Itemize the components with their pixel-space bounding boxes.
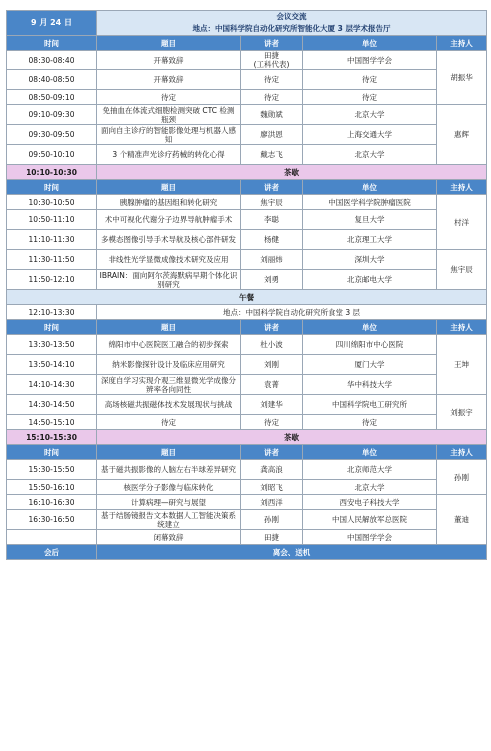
column-header-host: 主持人 <box>437 320 487 335</box>
topic-cell: 绵阳市中心医院医工融合的初步探索 <box>97 335 241 355</box>
host-cell: 惠辉 <box>437 105 487 165</box>
topic-cell: 待定 <box>97 415 241 430</box>
break-label: 茶歇 <box>97 165 487 180</box>
time-cell: 11:30-11:50 <box>7 250 97 270</box>
column-header-speaker: 讲者 <box>241 180 303 195</box>
topic-cell: 核医学分子影像与临床转化 <box>97 480 241 495</box>
table-row <box>7 395 487 415</box>
time-cell: 15:30-15:50 <box>7 460 97 480</box>
table-row <box>7 210 487 230</box>
topic-cell: 开幕致辞 <box>97 70 241 90</box>
footer-right: 离会、送机 <box>97 545 487 560</box>
time-cell: 16:10-16:30 <box>7 495 97 510</box>
unit-cell: 北京理工大学 <box>303 230 437 250</box>
speaker-cell: 袁菁 <box>241 375 303 395</box>
topic-cell: IBRAIN：面向阿尔茨海默病早期个体化识别研究 <box>97 270 241 290</box>
unit-cell: 华中科技大学 <box>303 375 437 395</box>
topic-cell: 纳米影像探针设计及临床应用研究 <box>97 355 241 375</box>
column-header-unit: 单位 <box>303 320 437 335</box>
table-row <box>7 230 487 250</box>
host-cell: 村洋 <box>437 195 487 250</box>
table-row <box>7 335 487 355</box>
time-cell: 15:50-16:10 <box>7 480 97 495</box>
time-cell: 08:40-08:50 <box>7 70 97 90</box>
unit-cell: 复旦大学 <box>303 210 437 230</box>
column-header-topic: 题目 <box>97 320 241 335</box>
topic-cell: 基于结肠镜报告文本数据人工智能决策系统建立 <box>97 510 241 530</box>
table-row <box>7 355 487 375</box>
topic-cell: 胰腺肿瘤的基因组和转化研究 <box>97 195 241 210</box>
column-header-host: 主持人 <box>437 445 487 460</box>
column-header-topic: 题目 <box>97 180 241 195</box>
column-header-row <box>7 320 487 335</box>
time-cell: 13:30-13:50 <box>7 335 97 355</box>
speaker-cell: 廖洪恩 <box>241 125 303 145</box>
unit-cell: 中国人民解放军总医院 <box>303 510 437 530</box>
speaker-cell: 杨健 <box>241 230 303 250</box>
topic-cell: 待定 <box>97 90 241 105</box>
conference-title-block <box>97 11 487 36</box>
time-cell: 13:50-14:10 <box>7 355 97 375</box>
speaker-cell: 刘建华 <box>241 395 303 415</box>
host-cell: 王坤 <box>437 335 487 395</box>
break-time: 15:10-15:30 <box>7 430 97 445</box>
topic-cell: 术中可视化代谢分子边界导航肿瘤手术 <box>97 210 241 230</box>
topic-cell: 深度自学习实现介观三维显微光学成像分辨率各向同性 <box>97 375 241 395</box>
speaker-cell: 孙刚 <box>241 510 303 530</box>
table-row <box>7 460 487 480</box>
topic-cell: 闭幕致辞 <box>97 530 241 545</box>
column-header-time: 时间 <box>7 180 97 195</box>
speaker-cell: 待定 <box>241 415 303 430</box>
column-header-unit: 单位 <box>303 36 437 51</box>
unit-cell: 待定 <box>303 415 437 430</box>
speaker-cell: 待定 <box>241 70 303 90</box>
lunch-location: 地点：中国科学院自动化研究所食堂 3 层 <box>97 305 487 320</box>
speaker-cell: 刘昭飞 <box>241 480 303 495</box>
time-cell: 11:50-12:10 <box>7 270 97 290</box>
topic-cell: 计算病理—研究与展望 <box>97 495 241 510</box>
unit-cell: 中国图学学会 <box>303 530 437 545</box>
column-header-topic: 题目 <box>97 445 241 460</box>
table-row <box>7 270 487 290</box>
unit-cell: 北京师范大学 <box>303 460 437 480</box>
speaker-cell: 刘西洋 <box>241 495 303 510</box>
unit-cell: 中国图学学会 <box>303 51 437 70</box>
host-cell: 胡振华 <box>437 51 487 105</box>
column-header-speaker: 讲者 <box>241 445 303 460</box>
topic-cell: 面向自主诊疗的智能影像处理与机器人感知 <box>97 125 241 145</box>
break-label: 茶歇 <box>97 430 487 445</box>
topic-cell: 基于磁共振影像的人脑左右半球差异研究 <box>97 460 241 480</box>
speaker-cell: 刘勇 <box>241 270 303 290</box>
lunch-label: 午餐 <box>7 290 487 305</box>
table-row <box>7 510 487 530</box>
lunch-location-row <box>7 305 487 320</box>
column-header-row <box>7 36 487 51</box>
speaker-cell: 李聪 <box>241 210 303 230</box>
column-header-time: 时间 <box>7 445 97 460</box>
conference-date: 9 月 24 日 <box>7 11 97 36</box>
footer-left: 会后 <box>7 545 97 560</box>
topic-cell: 3 个精准声光诊疗药械的转化心得 <box>97 145 241 165</box>
column-header-unit: 单位 <box>303 180 437 195</box>
table-row <box>7 250 487 270</box>
break-row <box>7 165 487 180</box>
unit-cell: 厦门大学 <box>303 355 437 375</box>
column-header-speaker: 讲者 <box>241 36 303 51</box>
column-header-speaker: 讲者 <box>241 320 303 335</box>
table-row <box>7 195 487 210</box>
column-header-host: 主持人 <box>437 36 487 51</box>
table-row <box>7 105 487 125</box>
time-cell: 08:30-08:40 <box>7 51 97 70</box>
speaker-cell: 田捷 <box>241 530 303 545</box>
speaker-cell: 焦宇辰 <box>241 195 303 210</box>
unit-cell: 上海交通大学 <box>303 125 437 145</box>
speaker-cell: 杜小波 <box>241 335 303 355</box>
table-row <box>7 495 487 510</box>
time-cell: 10:50-11:10 <box>7 210 97 230</box>
time-cell: 14:10-14:30 <box>7 375 97 395</box>
break-time: 10:10-10:30 <box>7 165 97 180</box>
host-cell: 焦宇辰 <box>437 250 487 290</box>
time-cell: 11:10-11:30 <box>7 230 97 250</box>
speaker-cell: 魏勋斌 <box>241 105 303 125</box>
table-row <box>7 530 487 545</box>
topic-cell: 高场核磁共振磁体技术发展现状与挑战 <box>97 395 241 415</box>
speaker-cell: 待定 <box>241 90 303 105</box>
break-row <box>7 430 487 445</box>
host-cell: 董迪 <box>437 495 487 545</box>
table-row <box>7 480 487 495</box>
table-row <box>7 375 487 395</box>
column-header-host: 主持人 <box>437 180 487 195</box>
speaker-cell: 田捷 (工科代表) <box>241 51 303 70</box>
unit-cell: 四川绵阳市中心医院 <box>303 335 437 355</box>
host-cell: 孙刚 <box>437 460 487 495</box>
time-cell: 14:30-14:50 <box>7 395 97 415</box>
schedule-table <box>6 10 487 560</box>
unit-cell: 中国医学科学院肿瘤医院 <box>303 195 437 210</box>
time-cell: 10:30-10:50 <box>7 195 97 210</box>
table-row <box>7 90 487 105</box>
topic-cell: 免抽血在体流式细胞检测突破 CTC 检测瓶颈 <box>97 105 241 125</box>
lunch-time: 12:10-13:30 <box>7 305 97 320</box>
schedule-body <box>7 36 487 560</box>
table-row <box>7 70 487 90</box>
column-header-row <box>7 445 487 460</box>
unit-cell: 待定 <box>303 70 437 90</box>
lunch-row <box>7 290 487 305</box>
speaker-cell: 戴志飞 <box>241 145 303 165</box>
topic-cell: 开幕致辞 <box>97 51 241 70</box>
topic-cell: 多模态图像引导手术导航及核心部件研发 <box>97 230 241 250</box>
table-row <box>7 51 487 70</box>
column-header-row <box>7 180 487 195</box>
unit-cell: 深圳大学 <box>303 250 437 270</box>
column-header-topic: 题目 <box>97 36 241 51</box>
time-cell: 09:10-09:30 <box>7 105 97 125</box>
conference-title: 会议交流 <box>276 12 307 21</box>
table-row <box>7 145 487 165</box>
footer-row <box>7 545 487 560</box>
conference-location: 地点：中国科学院自动化研究所智能化大厦 3 层学术报告厅 <box>192 24 391 33</box>
unit-cell: 中国科学院电工研究所 <box>303 395 437 415</box>
topic-cell: 非线性光学显微成像技术研究及应用 <box>97 250 241 270</box>
host-cell: 刘振宇 <box>437 395 487 430</box>
unit-cell: 北京大学 <box>303 145 437 165</box>
unit-cell: 北京邮电大学 <box>303 270 437 290</box>
column-header-time: 时间 <box>7 320 97 335</box>
speaker-cell: 刘丽炜 <box>241 250 303 270</box>
unit-cell: 待定 <box>303 90 437 105</box>
time-cell <box>7 530 97 545</box>
time-cell: 16:30-16:50 <box>7 510 97 530</box>
column-header-unit: 单位 <box>303 445 437 460</box>
time-cell: 09:50-10:10 <box>7 145 97 165</box>
time-cell: 08:50-09:10 <box>7 90 97 105</box>
speaker-cell: 龚高浪 <box>241 460 303 480</box>
time-cell: 14:50-15:10 <box>7 415 97 430</box>
unit-cell: 北京大学 <box>303 480 437 495</box>
unit-cell: 西安电子科技大学 <box>303 495 437 510</box>
table-row <box>7 415 487 430</box>
table-row <box>7 125 487 145</box>
column-header-time: 时间 <box>7 36 97 51</box>
speaker-cell: 刘刚 <box>241 355 303 375</box>
unit-cell: 北京大学 <box>303 105 437 125</box>
time-cell: 09:30-09:50 <box>7 125 97 145</box>
